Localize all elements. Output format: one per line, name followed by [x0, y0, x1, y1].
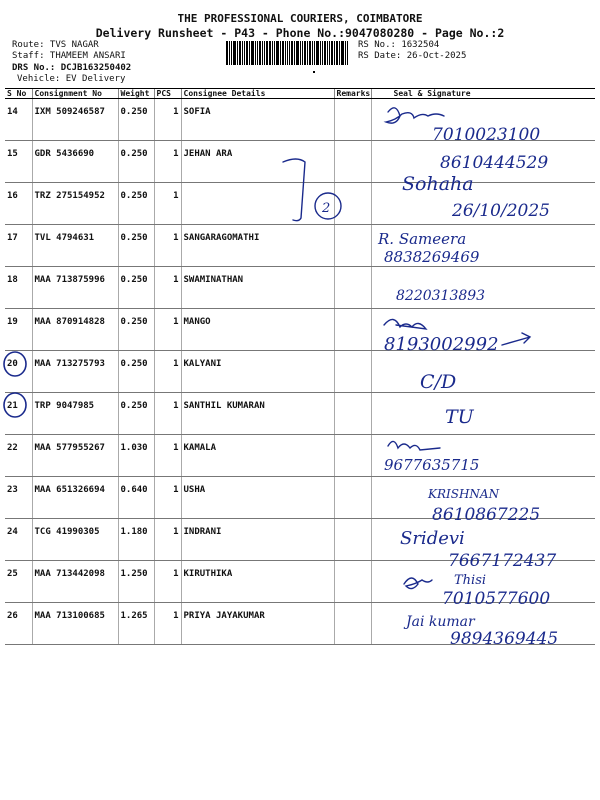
cell-weight: 1.265	[118, 603, 154, 645]
col-remarks: Remarks	[334, 89, 371, 99]
signature-scribble	[388, 441, 440, 450]
handwritten-name: Sridevi	[400, 528, 465, 549]
cell-consignment: TRP 9047985	[32, 393, 118, 435]
cell-pcs: 1	[154, 183, 181, 225]
signature-scribble	[384, 319, 426, 329]
cell-consignment: MAA 713275793	[32, 351, 118, 393]
arrow-mark	[502, 333, 530, 345]
handwritten-name: KRISHNAN	[428, 487, 500, 501]
handwritten-name: Jai kumar	[406, 614, 475, 630]
handwritten-name: R. Sameera	[378, 230, 467, 248]
handwritten-number: 7010023100	[432, 125, 541, 145]
handwritten-signature: Sohaha	[402, 173, 474, 195]
cell-sno: 16	[5, 183, 32, 225]
cell-pcs: 1	[154, 309, 181, 351]
cell-sno: 26	[5, 603, 32, 645]
cell-consignee: SANGARAGOMATHI	[181, 225, 334, 267]
cell-consignment: MAA 577955267	[32, 435, 118, 477]
signature-scribble	[386, 108, 444, 123]
handwritten-number: 8220313893	[396, 288, 486, 304]
col-seal: Seal & Signature	[371, 89, 595, 99]
cell-pcs: 1	[154, 435, 181, 477]
handwritten-number: 9677635715	[384, 456, 480, 474]
cell-consignment: MAA 651326694	[32, 477, 118, 519]
cell-sno: 24	[5, 519, 32, 561]
cell-consignment: GDR 5436690	[32, 141, 118, 183]
cell-sno: 21	[5, 393, 32, 435]
cell-sno: 25	[5, 561, 32, 603]
cell-weight: 0.250	[118, 351, 154, 393]
cell-pcs: 1	[154, 477, 181, 519]
cell-weight: 0.250	[118, 225, 154, 267]
route-label: Route: TVS NAGAR	[12, 40, 99, 50]
col-sno: S No	[5, 89, 32, 99]
cell-consignee: JEHAN ARA	[181, 141, 334, 183]
cell-consignee: PRIYA JAYAKUMAR	[181, 603, 334, 645]
handwritten-name: Thisi	[454, 573, 487, 588]
handwritten-number: 8193002992	[384, 334, 499, 355]
cell-pcs: 1	[154, 393, 181, 435]
cell-weight: 0.250	[118, 141, 154, 183]
cell-weight: 0.250	[118, 99, 154, 141]
cell-consignment: MAA 713442098	[32, 561, 118, 603]
cell-weight: 0.250	[118, 267, 154, 309]
cell-consignment: MAA 713100685	[32, 603, 118, 645]
cell-pcs: 1	[154, 603, 181, 645]
cell-pcs: 1	[154, 225, 181, 267]
col-pcs: PCS	[154, 89, 181, 99]
circled-digit: 2	[322, 201, 331, 216]
handwritten-number: 8610867225	[432, 505, 541, 525]
rs-number: RS No.: 1632504	[358, 40, 440, 50]
staff-label: Staff: THAMEEM ANSARI	[12, 51, 126, 61]
handwritten-number: 7010577600	[442, 589, 551, 609]
circled-sno-21	[4, 393, 26, 417]
circled-sno-20	[4, 352, 26, 376]
drs-number: DRS No.: DCJB163250402	[12, 63, 132, 73]
handwritten-number: 7667172437	[448, 551, 557, 571]
cell-sno: 14	[5, 99, 32, 141]
cell-consignee: KALYANI	[181, 351, 334, 393]
cell-consignment: TRZ 275154952	[32, 183, 118, 225]
handwritten-number: 9894369445	[450, 629, 559, 649]
cell-weight: 0.250	[118, 183, 154, 225]
cell-consignee: SWAMINATHAN	[181, 267, 334, 309]
signature-scribble	[404, 578, 432, 589]
company-title: THE PROFESSIONAL COURIERS, COIMBATORE	[177, 12, 423, 25]
cell-consignment: MAA 713875996	[32, 267, 118, 309]
cell-pcs: 1	[154, 351, 181, 393]
cell-pcs: 1	[154, 561, 181, 603]
cell-sno: 20	[5, 351, 32, 393]
cell-weight: 0.250	[118, 393, 154, 435]
handwritten-note: C/D	[420, 371, 457, 393]
cell-weight: 1.250	[118, 561, 154, 603]
cell-pcs: 1	[154, 267, 181, 309]
cell-pcs: 1	[154, 141, 181, 183]
cell-consignee: KAMALA	[181, 435, 334, 477]
cell-consignee: KIRUTHIKA	[181, 561, 334, 603]
cell-consignee: SOFIA	[181, 99, 334, 141]
cell-weight: 0.250	[118, 309, 154, 351]
handwritten-date: 26/10/2025	[452, 201, 550, 221]
cell-sno: 18	[5, 267, 32, 309]
cell-consignee: USHA	[181, 477, 334, 519]
cell-sno: 19	[5, 309, 32, 351]
col-consignee: Consignee Details	[181, 89, 334, 99]
cell-consignment: TVL 4794631	[32, 225, 118, 267]
vehicle-label: Vehicle: EV Delivery	[17, 74, 126, 84]
cell-consignment: MAA 870914828	[32, 309, 118, 351]
cell-consignee: MANGO	[181, 309, 334, 351]
handwritten-number: 8610444529	[440, 153, 549, 173]
bracket-mark	[283, 159, 305, 221]
cell-pcs: 1	[154, 99, 181, 141]
cell-weight: 1.180	[118, 519, 154, 561]
col-weight: Weight	[118, 89, 154, 99]
handwritten-number: 8838269469	[384, 248, 480, 266]
cell-weight: 0.640	[118, 477, 154, 519]
cell-sno: 17	[5, 225, 32, 267]
cell-sno: 22	[5, 435, 32, 477]
cell-consignment: IXM 509246587	[32, 99, 118, 141]
cell-pcs: 1	[154, 519, 181, 561]
cell-consignee: SANTHIL KUMARAN	[181, 393, 334, 435]
runsheet-title: Delivery Runsheet - P43 - Phone No.:9047080280 - Page No.:2	[95, 26, 505, 40]
cell-consignee: INDRANI	[181, 519, 334, 561]
cell-consignment: TCG 41990305	[32, 519, 118, 561]
col-consignment: Consignment No	[32, 89, 118, 99]
cell-sno: 23	[5, 477, 32, 519]
cell-weight: 1.030	[118, 435, 154, 477]
cell-sno: 15	[5, 141, 32, 183]
rs-date: RS Date: 26-Oct-2025	[358, 51, 467, 61]
handwritten-note: TU	[445, 406, 474, 428]
